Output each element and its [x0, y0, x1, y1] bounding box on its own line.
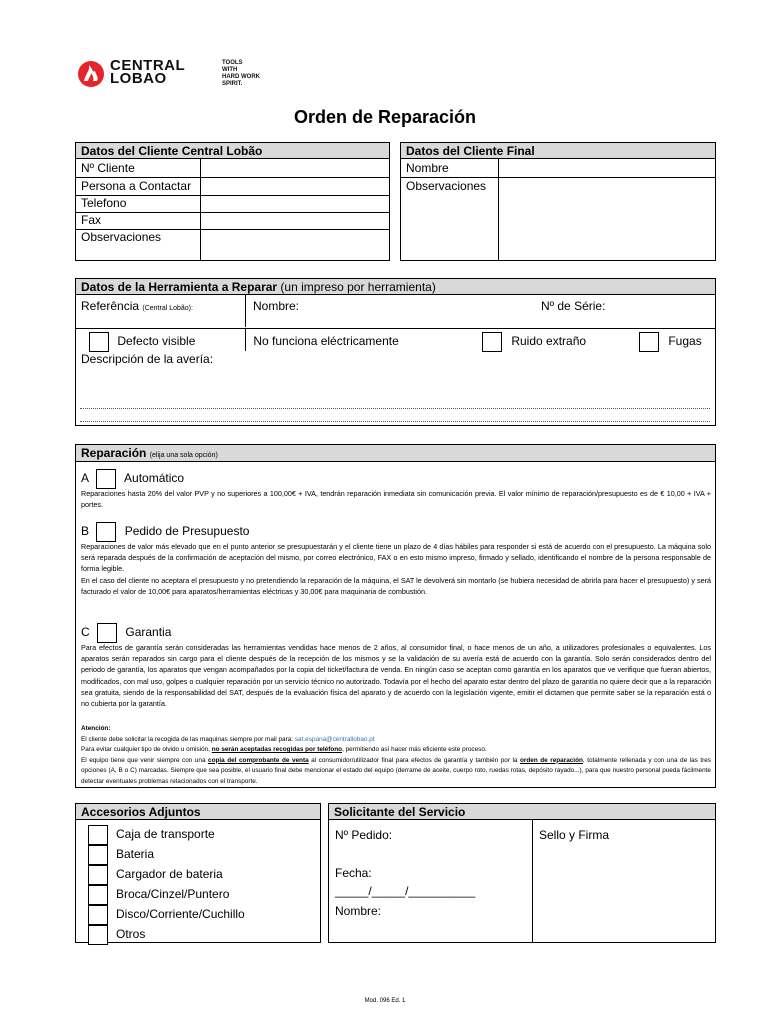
brand-slogan	[222, 60, 260, 88]
accessories-header: Accesorios Adjuntos	[76, 804, 320, 820]
option-a-text: Reparaciones hasta 20% del valor PVP y no superiores a 100,00€ + IVA, tendrán reparación inmediata sin comunicación previa. El valor mínimo de reparación/presupuesto es de € 10,00 + IVA + portes.	[81, 489, 711, 510]
accessory-label: Caja de transporte	[116, 827, 215, 842]
tool-header-note: (un impreso por herramienta)	[277, 280, 436, 294]
accessory-item[interactable]	[88, 825, 245, 845]
accessory-label: Otros	[116, 927, 146, 942]
checkbox[interactable]	[482, 332, 502, 352]
brand-line-2: LOBAO	[110, 70, 167, 87]
checkbox[interactable]	[97, 623, 117, 643]
order-number-label: Nº Pedido:	[335, 828, 393, 842]
option-letter: C	[81, 625, 90, 640]
option-b-text: Reparaciones de valor más elevado que en el punto anterior se presupuestarán y el cliente tiene un plazo de 4 días hábiles para responder si está de acuerdo con el presupuesto. La máquina solo será reparada después de la confirmación de aceptación del mismo, por correo electrónico, FAX o en esto mismo impreso, firmado y sellado, identificando el nombre de la persona responsable de forma legible.	[81, 542, 711, 574]
checkbox[interactable]	[639, 332, 659, 352]
checkbox[interactable]	[96, 469, 116, 489]
checkbox[interactable]	[88, 865, 108, 885]
requester-name-label: Nombre:	[335, 904, 382, 918]
reference-label	[81, 299, 193, 313]
note-emphasis: copia del comprobante de venta	[208, 756, 309, 764]
page-title: Orden de Reparación	[293, 107, 477, 127]
note-text: El equipo tiene que venir siempre con una	[81, 756, 206, 764]
accessory-item[interactable]	[88, 845, 245, 865]
checkbox[interactable]	[88, 885, 108, 905]
accessory-label: Broca/Cinzel/Puntero	[116, 887, 230, 902]
option-label: Ruido extraño	[511, 334, 587, 349]
description-field[interactable]	[81, 369, 710, 423]
note-emphasis: orden de reparación	[519, 756, 583, 764]
checkbox[interactable]	[88, 825, 108, 845]
accessory-item[interactable]	[88, 885, 245, 905]
serial-label: Nº de Série:	[541, 299, 606, 313]
slogan-line: WITH	[222, 67, 238, 73]
option-title: Automático	[124, 471, 185, 486]
note-text: Para evitar cualquier tipo de olvido u omisión,	[81, 746, 210, 753]
note-text: al consumidor/utilizador final para efectos de garantía y también por la	[311, 756, 518, 764]
option-c-text: Para efectos de garantía serán consideradas las herramientas vendidas hace menos de 2 años, al consumidor final, o hace menos de un año, a utilizadores profesionales o equivalentes. Los aparatos serán reparados sin cargo para el cliente después de la recepción de los mismos y se la validación de su avería está de acuerdo con la garantía. Solo serán considerados dentro del periodo de garantía, los aparatos que vengan acompañados por la copia del ticket/factura de venda. En ningún caso se aceptan como garantía en los aparatos que ve verifique que fueran abiertos, modificados, con mal uso, golpes o cualquier reparación por un servicio técnico no autorizado. Todavía por el hecho del aparato estar dentro del plazo de garantía no quiere decir que a la reparación sea gratuita, siendo de la responsabilidad del SAT, después de la evaluación física del aparato y de acuerdo con la legislación vigente, emitir el dictamen que permite saber se la reparación está o no cubierta por la garantía.	[81, 643, 711, 709]
accessory-item[interactable]	[88, 905, 245, 925]
option-b[interactable]	[81, 522, 249, 542]
option-label: Defecto visible	[117, 334, 196, 349]
option-a[interactable]	[81, 469, 184, 489]
flame-logo-icon	[76, 59, 106, 89]
checkbox[interactable]	[88, 925, 108, 945]
description-label: Descripción de la avería:	[81, 352, 214, 366]
repair-header-note: (elija una sola opción)	[149, 452, 218, 459]
checkbox[interactable]	[88, 845, 108, 865]
accessory-label: Bateria	[116, 847, 155, 862]
accessory-item[interactable]	[88, 865, 245, 885]
option-letter: A	[81, 471, 89, 486]
checkbox[interactable]	[96, 522, 116, 542]
note-text: , totalmente rellenada y con una de las tres opciones (A, B o C) marcadas. Siempre que sea posible, el usuario final debe mencionar el estado del equipo (derrame de aceite, cuerpo roto, ruedas rotas, depósito rayado...), para que nuestro personal pueda fácilmente detectar eventuales problemas relacionados con el transporte.	[81, 756, 711, 785]
option-strange-noise[interactable]	[482, 332, 586, 352]
option-b-text-2: En el caso del cliente no aceptara el presupuesto y no pretendiendo la reparación de la máquina, el SAT le devolverá sin montarlo (se hubiera necesidad de abrirla para hacer el presupuesto) y será facturado el valor de 10,00€ para aparatos/herramientas eléctricas y 30,00€ para maquinaria de combustión.	[81, 576, 711, 597]
date-field[interactable]: _____/_____/__________	[335, 884, 476, 898]
final-name-field[interactable]	[499, 160, 715, 177]
description-line	[80, 421, 710, 422]
accessory-label: Cargador de bateria	[116, 867, 223, 882]
brand-name	[110, 59, 185, 85]
reference-note: (Central Lobão):	[142, 305, 193, 312]
checkbox[interactable]	[88, 905, 108, 925]
accessory-label: Disco/Corriente/Cuchillo	[116, 907, 245, 922]
attention-line-1	[81, 735, 711, 746]
option-no-electric[interactable]	[250, 332, 399, 352]
option-leaks[interactable]	[639, 332, 702, 352]
brand-line-1: CENTRAL	[110, 57, 186, 74]
accessory-item[interactable]	[88, 925, 245, 945]
option-label: No funciona eléctricamente	[253, 334, 399, 349]
tool-header-title: Datos de la Herramienta a Reparar	[81, 280, 278, 294]
note-text: , permitiendo así hacer más eficiente este proceso.	[342, 746, 487, 753]
tool-name-label: Nombre:	[253, 299, 300, 313]
accessories-list	[88, 825, 245, 945]
slogan-line: TOOLS	[222, 60, 243, 66]
support-email-link[interactable]: sat.espana@centrallobao.pt	[294, 735, 375, 743]
option-label: Fugas	[668, 334, 702, 349]
option-title: Pedido de Presupuesto	[124, 524, 250, 539]
reference-text: Referência	[81, 299, 140, 313]
option-c[interactable]	[81, 623, 171, 643]
field-label: Nombre	[406, 161, 449, 175]
field-label: Telefono	[81, 196, 127, 210]
date-label: Fecha:	[335, 866, 372, 880]
customer-number-field[interactable]	[201, 160, 389, 177]
field-label: Observaciones	[406, 179, 487, 193]
slogan-line: HARD WORK	[222, 74, 260, 80]
checkbox[interactable]	[89, 332, 109, 352]
repair-header	[76, 445, 715, 462]
requester-table	[328, 803, 716, 943]
field-label: Observaciones	[81, 230, 162, 244]
attention-title: Atención:	[81, 725, 111, 732]
field-label: Persona a Contactar	[81, 179, 192, 193]
option-title: Garantia	[125, 625, 172, 640]
attention-notes	[81, 724, 711, 787]
attention-line-2	[81, 745, 711, 756]
option-letter: B	[81, 524, 90, 539]
repair-header-title: Reparación	[81, 446, 147, 460]
client-central-table	[75, 142, 390, 261]
option-visible-defect[interactable]	[89, 332, 195, 352]
form-code: Mod. 096 Ed. 1	[364, 998, 406, 1004]
requester-header: Solicitante del Servicio	[329, 804, 715, 820]
attention-line-3	[81, 756, 711, 788]
company-logo	[76, 57, 276, 97]
client-central-header: Datos del Cliente Central Lobão	[76, 143, 389, 159]
tool-header	[76, 279, 715, 295]
slogan-line: SPIRIT.	[222, 81, 243, 87]
note-emphasis: no serán aceptadas recogidas por teléfono	[211, 746, 343, 753]
note-text: El cliente debe solicitar la recogida de las maquinas siempre por mail para:	[81, 735, 294, 743]
field-label: Nº Cliente	[81, 161, 135, 175]
tool-table	[75, 278, 716, 426]
client-final-table	[400, 142, 716, 261]
stamp-signature-label: Sello y Firma	[539, 828, 610, 842]
description-line	[80, 408, 710, 409]
client-final-header: Datos del Cliente Final	[401, 143, 715, 159]
field-label: Fax	[81, 213, 102, 227]
